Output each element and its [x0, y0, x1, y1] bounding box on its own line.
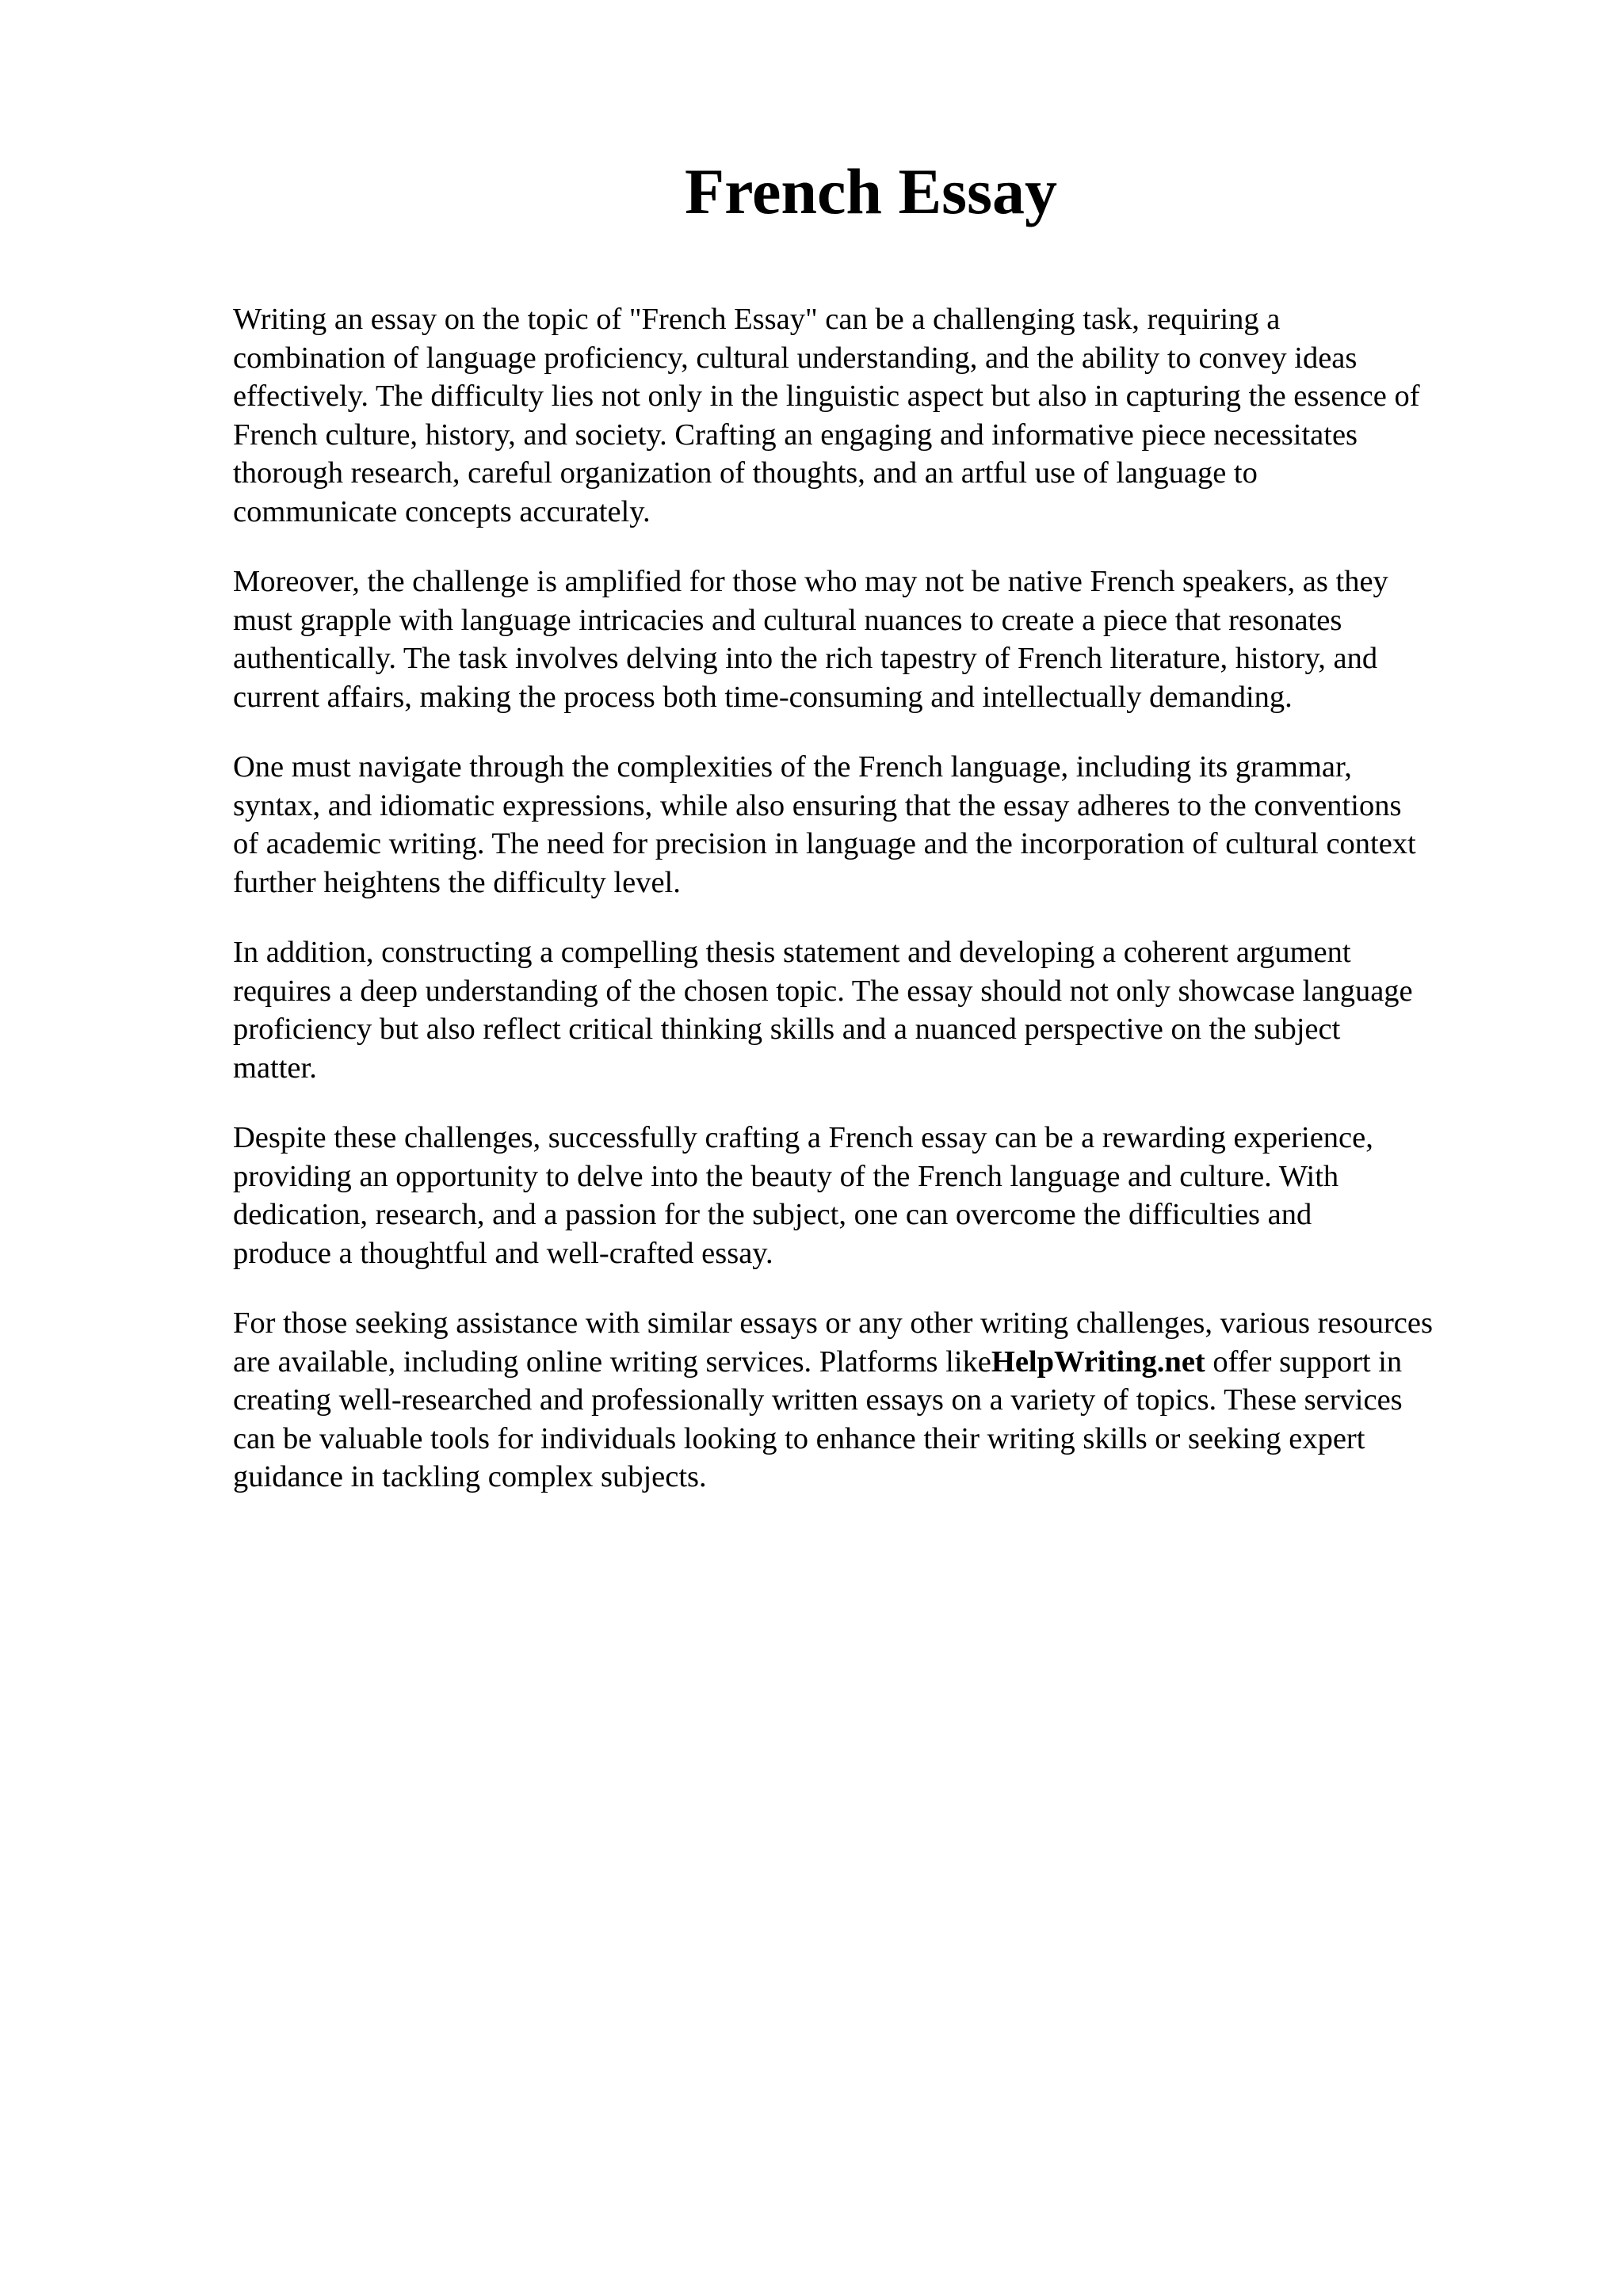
- text-line: French culture, history, and society. Crafting an engaging and informative piece necessitates: [233, 418, 1358, 452]
- text-line: produce a thoughtful and well-crafted essay.: [233, 1236, 773, 1270]
- page-title: French Essay: [684, 155, 1058, 227]
- text-line: dedication, research, and a passion for the subject, one can overcome the difficulties and: [233, 1198, 1312, 1231]
- text-line: proficiency but also reflect critical thinking skills and a nuanced perspective on the subject: [233, 1013, 1341, 1046]
- text-line: combination of language proficiency, cultural understanding, and the ability to convey ideas: [233, 341, 1358, 375]
- text-line: authentically. The task involves delving into the rich tapestry of French literature, history, and: [233, 642, 1378, 675]
- text-segment: are available, including online writing services. Platforms like: [233, 1344, 991, 1379]
- text-segment: offer support in: [1205, 1344, 1403, 1379]
- paragraph-1: [233, 300, 1572, 531]
- text-line: of academic writing. The need for precision in language and the incorporation of cultural context: [233, 827, 1416, 860]
- text-line: further heightens the difficulty level.: [233, 865, 681, 899]
- text-line: In addition, constructing a compelling thesis statement and developing a coherent argument: [233, 936, 1351, 969]
- text-line: communicate concepts accurately.: [233, 494, 651, 528]
- text-line: providing an opportunity to delve into the beauty of the French language and culture. With: [233, 1159, 1339, 1193]
- helpwriting-link[interactable]: HelpWriting.net: [991, 1344, 1205, 1379]
- paragraph-3: [233, 748, 1572, 902]
- text-line: syntax, and idiomatic expressions, while also ensuring that the essay adheres to the conventions: [233, 788, 1402, 822]
- paragraph-4: [233, 933, 1572, 1087]
- text-line: matter.: [233, 1051, 317, 1085]
- text-line: One must navigate through the complexities of the French language, including its grammar,: [233, 750, 1352, 784]
- text-line: thorough research, careful organization of thoughts, and an artful use of language to: [233, 456, 1258, 490]
- text-line: requires a deep understanding of the chosen topic. The essay should not only showcase language: [233, 974, 1413, 1008]
- text-line: effectively. The difficulty lies not only in the linguistic aspect but also in capturing the essence of: [233, 379, 1420, 413]
- paragraph-2: [233, 563, 1572, 716]
- text-line: can be valuable tools for individuals looking to enhance their writing skills or seeking expert: [233, 1421, 1365, 1455]
- paragraph-5: [233, 1119, 1572, 1272]
- paragraph-6: [233, 1304, 1572, 1497]
- text-line: guidance in tackling complex subjects.: [233, 1460, 707, 1493]
- text-line: Despite these challenges, successfully crafting a French essay can be a rewarding experience,: [233, 1121, 1373, 1154]
- text-line: Writing an essay on the topic of "French Essay" can be a challenging task, requiring a: [233, 303, 1281, 336]
- text-line: creating well-researched and professionally written essays on a variety of topics. These services: [233, 1383, 1403, 1417]
- text-line: For those seeking assistance with similar essays or any other writing challenges, various resources: [233, 1306, 1433, 1340]
- text-line: must grapple with language intricacies and cultural nuances to create a piece that resonates: [233, 603, 1342, 637]
- text-line: Moreover, the challenge is amplified for those who may not be native French speakers, as they: [233, 565, 1388, 598]
- essay-body: [233, 300, 1572, 1528]
- text-line: [233, 1343, 1572, 1382]
- text-line: current affairs, making the process both time-consuming and intellectually demanding.: [233, 680, 1293, 714]
